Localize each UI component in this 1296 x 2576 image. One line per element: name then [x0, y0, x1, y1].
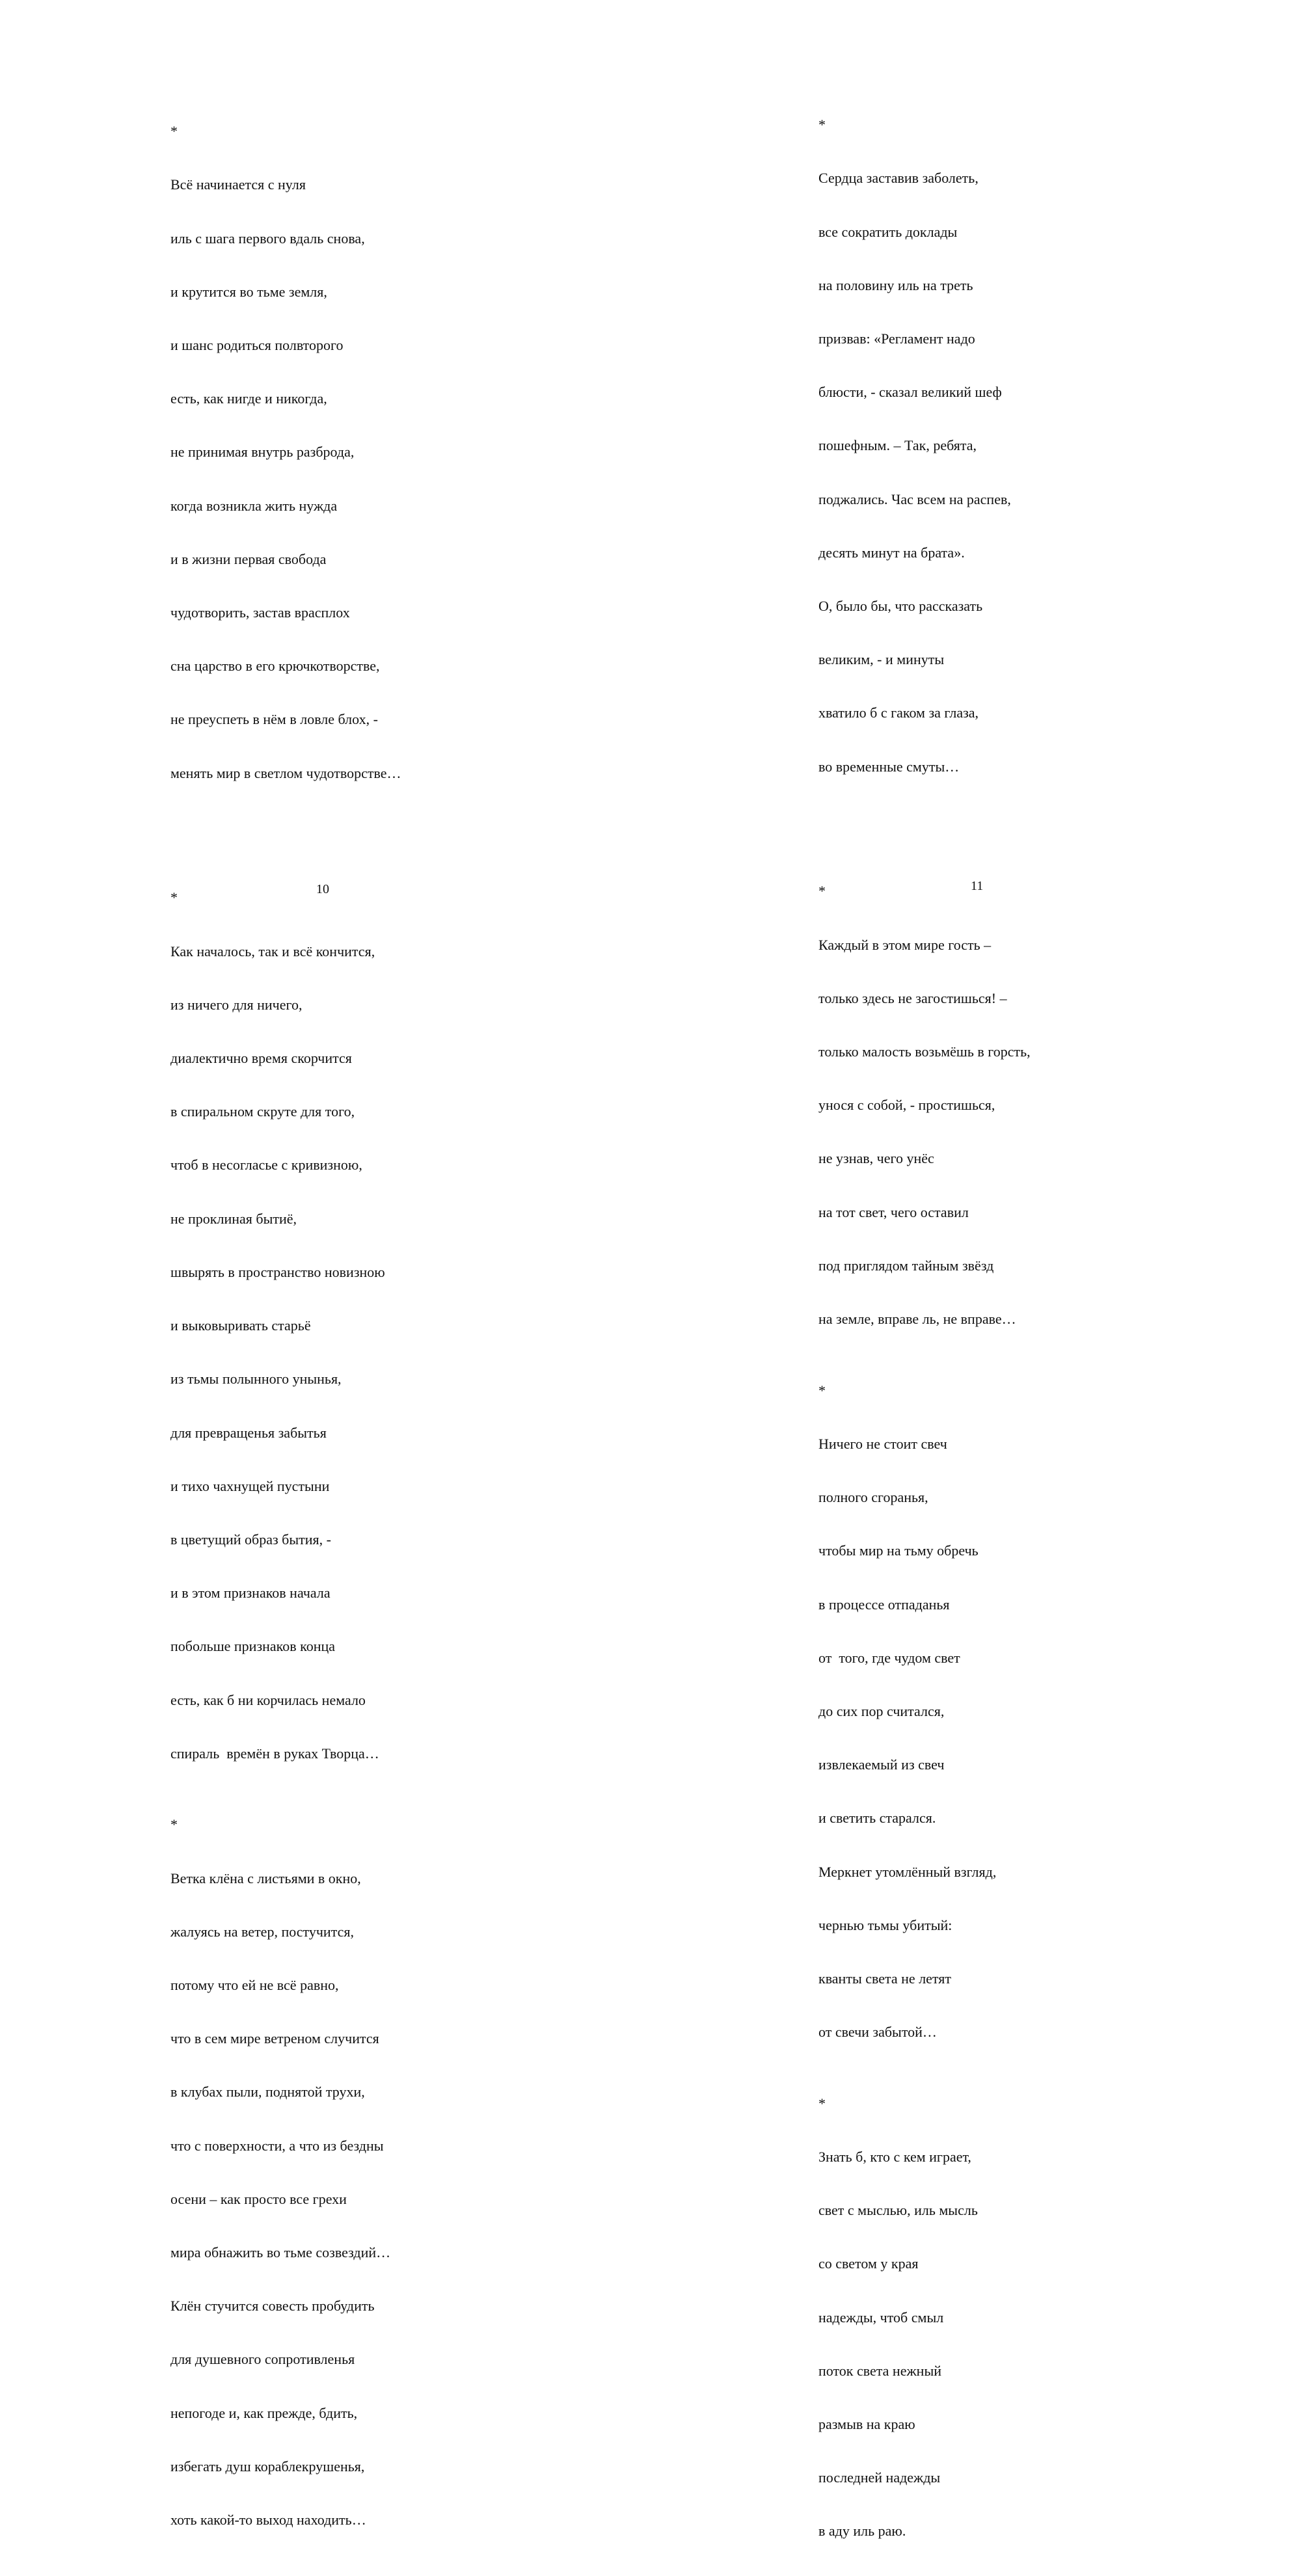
poem-line: и в этом признаков начала: [170, 1585, 331, 1602]
poem-line: кванты света не летят: [818, 1970, 951, 1987]
poem-line: унося с собой, - простишься,: [818, 1097, 995, 1114]
page-number: 11: [971, 879, 984, 893]
poem-separator: *: [818, 2095, 826, 2112]
poem-line: в аду иль раю.: [818, 2523, 906, 2540]
poem-line: жалуясь на ветер, постучится,: [170, 1923, 354, 1940]
poem-line: на земле, вправе ль, не вправе…: [818, 1311, 1016, 1328]
poem-line: Всё начинается с нуля: [170, 176, 306, 193]
poem-line: потому что ей не всё равно,: [170, 1976, 339, 1993]
poem-line: из ничего для ничего,: [170, 996, 303, 1013]
page-number: 10: [316, 882, 329, 896]
poem-separator: *: [170, 889, 178, 906]
poem-line: от того, где чудом свет: [818, 1649, 960, 1666]
poem-line: Каждый в этом мире гость –: [818, 936, 992, 953]
poem-line: свет с мыслью, иль мысль: [818, 2202, 978, 2219]
poem-line: в цветущий образ бытия, -: [170, 1531, 331, 1548]
poem-line: непогоде и, как прежде, бдить,: [170, 2404, 358, 2421]
poem-line: в процессе отпаданья: [818, 1596, 950, 1613]
poem-line: и тихо чахнущей пустыни: [170, 1477, 330, 1494]
poem-line: извлекаемый из свеч: [818, 1756, 945, 1773]
poem-line: на тот свет, чего оставил: [818, 1203, 969, 1220]
poem-line: диалектично время скорчится: [170, 1050, 352, 1067]
poem-line: со светом у края: [818, 2255, 919, 2272]
poem-line: Меркнет утомлённый взгляд,: [818, 1863, 997, 1880]
poem-line: размыв на краю: [818, 2415, 915, 2432]
poem-line: до сих пор считался,: [818, 1702, 945, 1719]
poem-line: только здесь не загостишься! –: [818, 989, 1007, 1006]
stanza-gap: [818, 811, 1031, 829]
poem-line: полного сгоранья,: [818, 1489, 928, 1506]
poem-line: в спиральном скруте для того,: [170, 1103, 355, 1120]
poem-line: надежды, чтоб смыл: [818, 2309, 944, 2326]
poem-line: последней надежды: [818, 2469, 941, 2486]
poem-line: чтоб в несогласье с кривизною,: [170, 1157, 362, 1174]
poem-line: для превращенья забытья: [170, 1424, 327, 1441]
poem-line: чернью тьмы убитый:: [818, 1916, 952, 1933]
poem-separator: *: [170, 1816, 178, 1833]
poem-line: и в жизни первая свобода: [170, 550, 327, 567]
poem-line: есть, как нигде и никогда,: [170, 390, 327, 407]
poem-line: не принимая внутрь разброда,: [170, 444, 355, 461]
poem-line: иль с шага первого вдаль снова,: [170, 230, 365, 247]
poem-separator: *: [818, 116, 826, 133]
poem-line: от свечи забытой…: [818, 2024, 937, 2041]
poem-line: Сердца заставив заболеть,: [818, 170, 979, 187]
poem-line: Клён стучится совесть пробудить: [170, 2298, 375, 2314]
poem-line: что с поверхности, а что из бездны: [170, 2137, 384, 2154]
poem-line: в клубах пыли, поднятой трухи,: [170, 2084, 365, 2100]
poem-line: под приглядом тайным звёзд: [818, 1257, 994, 1274]
poem-line: чудотворить, застав врасплох: [170, 604, 350, 621]
poem-line: для душевного сопротивленья: [170, 2351, 355, 2368]
poem-line: швырять в пространство новизною: [170, 1263, 385, 1280]
poem-line: призвав: «Регламент надо: [818, 330, 975, 347]
poem-separator: *: [818, 883, 826, 900]
poem-line: поджались. Час всем на распев,: [818, 490, 1011, 507]
right-page-text: [818, 62, 1031, 2576]
poem-line: поток света нежный: [818, 2362, 941, 2379]
poem-line: во временные смуты…: [818, 758, 960, 775]
left-page-text: [170, 69, 401, 2564]
poem-line: блюсти, - сказал великий шеф: [818, 384, 1002, 401]
poem-line: и шанс родиться полвторого: [170, 337, 344, 354]
stanza-gap: [170, 818, 401, 835]
poem-line: Знать б, кто с кем играет,: [818, 2148, 971, 2165]
poem-line: Ничего не стоит свеч: [818, 1435, 947, 1452]
poem-line: хватило б с гаком за глаза,: [818, 704, 979, 721]
poem-line: что в сем мире ветреном случится: [170, 2030, 379, 2047]
poem-line: не узнав, чего унёс: [818, 1150, 934, 1167]
poem-line: чтобы мир на тьму обречь: [818, 1542, 979, 1559]
poem-line: хоть какой-то выход находить…: [170, 2511, 366, 2528]
poem-line: великим, - и минуты: [818, 651, 945, 668]
poem-line: О, было бы, что рассказать: [818, 598, 983, 615]
poem-line: только малость возьмёшь в горсть,: [818, 1043, 1031, 1060]
poem-separator: *: [818, 1382, 826, 1399]
poem-line: есть, как б ни корчилась немало: [170, 1691, 366, 1708]
poem-line: не преуспеть в нём в ловле блох, -: [170, 711, 378, 728]
poem-line: побольше признаков конца: [170, 1638, 336, 1655]
poem-line: избегать душ кораблекрушенья,: [170, 2458, 365, 2475]
poem-line: менять мир в светлом чудотворстве…: [170, 764, 401, 781]
left-page: [0, 0, 648, 2528]
poem-line: из тьмы полынного унынья,: [170, 1371, 342, 1388]
poem-line: на половину иль на треть: [818, 276, 973, 293]
poem-separator: *: [170, 123, 178, 140]
poem-line: десять минут на брата».: [818, 544, 965, 561]
poem-line: пошефным. – Так, ребята,: [818, 437, 977, 454]
poem-line: осени – как просто все грехи: [170, 2190, 347, 2207]
poem-line: Ветка клёна с листьями в окно,: [170, 1870, 361, 1886]
poem-line: сна царство в его крючкотворстве,: [170, 658, 380, 675]
poem-line: спираль времён в руках Творца…: [170, 1745, 379, 1762]
poem-line: и выковыривать старьё: [170, 1317, 311, 1334]
poem-line: когда возникла жить нужда: [170, 497, 338, 514]
poem-line: Как началось, так и всё кончится,: [170, 943, 375, 959]
poem-line: и крутится во тьме земля,: [170, 283, 327, 300]
right-page: [648, 0, 1296, 2540]
poem-line: и светить старался.: [818, 1810, 936, 1827]
poem-line: мира обнажить во тьме созвездий…: [170, 2244, 391, 2261]
poem-line: все сократить доклады: [818, 223, 958, 240]
poem-line: не проклиная бытиё,: [170, 1210, 297, 1227]
